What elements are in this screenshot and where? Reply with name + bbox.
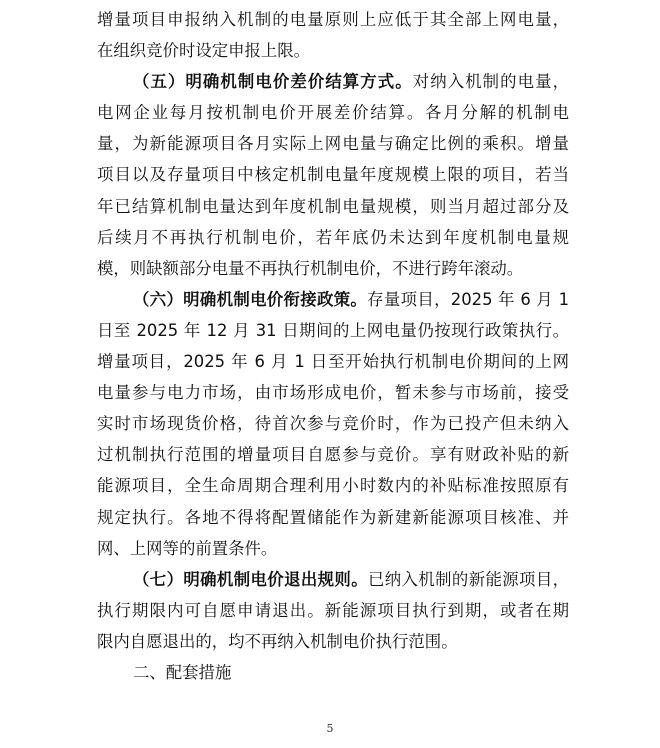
- page-number: 5: [326, 722, 334, 735]
- text-line: 日至 2025 年 12 月 31 日期间的上网电量仍按现行政策执行。: [97, 320, 569, 340]
- heading-seven: （七）明确机制电价退出规则。: [133, 569, 368, 589]
- heading-six: （六）明确机制电价衔接政策。: [133, 289, 368, 309]
- text-line: 模，则缺额部分电量不再执行机制电价，不进行跨年滚动。: [97, 258, 524, 278]
- text-line: 在组织竞价时设定申报上限。: [97, 41, 311, 61]
- text-line: 过机制执行范围的增量项目自愿参与竞价。享有财政补贴的新: [97, 445, 569, 465]
- text-line: 增量项目，2025 年 6 月 1 日至开始执行机制电价期间的上网: [97, 352, 569, 372]
- text-line: 执行期限内可自愿申请退出。新能源项目执行到期，或者在期: [97, 600, 569, 620]
- text-line: 能源项目，全生命周期合理利用小时数内的补贴标准按照原有: [97, 476, 569, 496]
- text-line: 年已结算机制电量达到年度机制电量规模，则当月超过部分及: [97, 196, 569, 216]
- paragraph-six-first-line: [97, 284, 569, 315]
- paragraph-five-first-line: [97, 66, 569, 97]
- paragraph-seven-first-line: [97, 564, 569, 595]
- text-line: 项目以及存量项目中核定机制电量年度规模上限的项目，若当: [97, 165, 569, 185]
- text-line: 量，为新能源项目各月实际上网电量与确定比例的乘积。增量: [97, 134, 569, 154]
- heading-five: （五）明确机制电价差价结算方式。: [133, 72, 413, 92]
- text-run: 已纳入机制的新能源项目，: [367, 569, 569, 589]
- text-run: 对纳入机制的电量，: [412, 72, 569, 92]
- text-line: 限内自愿退出的，均不再纳入机制电价执行范围。: [97, 631, 458, 651]
- text-line: 规定执行。各地不得将配置储能作为新建新能源项目核准、并: [97, 507, 569, 527]
- text-line: 电网企业每月按机制电价开展差价结算。各月分解的机制电: [97, 103, 569, 123]
- body-text: [97, 4, 569, 688]
- section-heading: 二、配套措施: [133, 662, 232, 682]
- text-line: 电量参与电力市场，由市场形成电价，暂未参与市场前，接受: [97, 383, 569, 403]
- text-line: 实时市场现货价格，待首次参与竞价时，作为已投产但未纳入: [97, 414, 569, 434]
- text-line: 增量项目申报纳入机制的电量原则上应低于其全部上网电量，: [97, 10, 569, 29]
- text-line: 网、上网等的前置条件。: [97, 538, 278, 558]
- text-run: 存量项目，2025 年 6 月 1: [367, 289, 569, 309]
- text-line: 后续月不再执行机制电价，若年底仍未达到年度机制电量规: [97, 227, 569, 247]
